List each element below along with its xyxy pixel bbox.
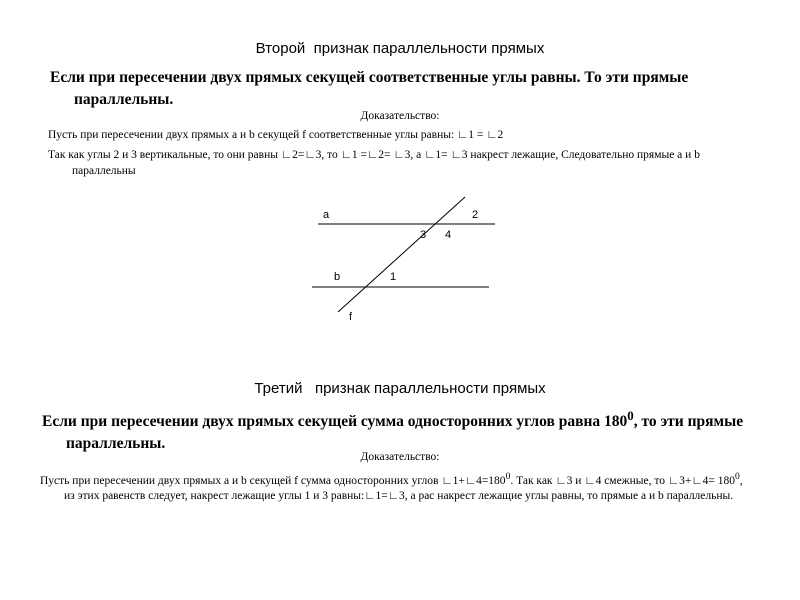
angle-1-label: 1 bbox=[390, 271, 397, 283]
section2-title: Третий признак параллельности прямых bbox=[254, 380, 546, 397]
line-b-label: b bbox=[334, 271, 341, 283]
degree-superscript: 0 bbox=[627, 408, 634, 423]
transversal-f bbox=[338, 197, 465, 312]
degree-superscript: 0 bbox=[734, 471, 740, 482]
angle-4-label: 4 bbox=[445, 229, 452, 241]
section2-statement-text-end: , то эти прямые параллельны. bbox=[66, 413, 744, 453]
section1-title: Второй признак параллельности прямых bbox=[255, 40, 545, 57]
section1-statement: Если при пересечении двух прямых секущей соответственные углы равны. То эти прямые параллельны. bbox=[50, 69, 689, 108]
section2-proof-heading: Доказательство: bbox=[360, 451, 440, 463]
degree-superscript: 0 bbox=[505, 471, 511, 482]
section2-statement-text: Если при пересечении двух прямых секущей сумма односторонних углов равна 180 bbox=[42, 413, 628, 431]
transversal-f-label: f bbox=[349, 311, 353, 323]
section2-proof-part2: . Так как ∟3 и ∟4 смежные, то ∟3+∟4= 180 bbox=[510, 474, 735, 487]
section2-proof bbox=[40, 469, 754, 505]
section2-statement bbox=[42, 405, 788, 455]
section2-proof-part3: , из этих равенств следует, накрест лежащие углы 1 и 3 равны:∟1=∟3, а рас накрест лежащие углы равны, то прямые a и b параллельны. bbox=[64, 474, 743, 503]
section1-proof-heading: Доказательство: bbox=[360, 110, 440, 122]
section2-proof-part1: Пусть при пересечении двух прямых a и b секущей f сумма односторонних углов ∟1+∟4=180 bbox=[40, 474, 506, 487]
section1-proof-line2: Так как углы 2 и 3 вертикальные, то они равны ∟2=∟3, то ∟1 =∟2= ∟3, а ∟1= ∟3 накрест лежащие, Следовательно прямые a и b параллельны bbox=[48, 149, 700, 177]
angle-3-label: 3 bbox=[420, 229, 427, 241]
line-a-label: a bbox=[323, 209, 330, 221]
angle-2-label: 2 bbox=[472, 209, 479, 221]
section1-proof-line1: Пусть при пересечении двух прямых a и b секущей f соответственные углы равны: ∟1 = ∟2 bbox=[48, 129, 504, 141]
